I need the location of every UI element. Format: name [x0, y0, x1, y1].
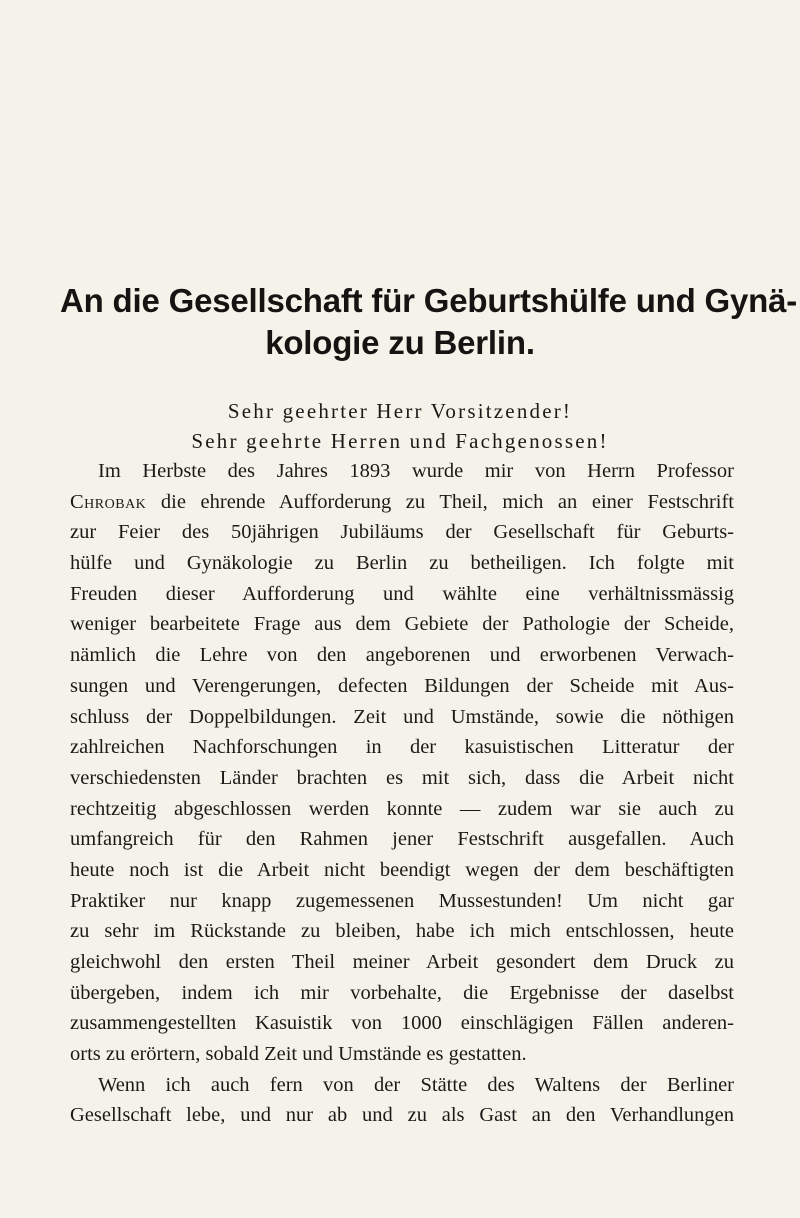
text-line: übergeben, indem ich mir vorbehalte, die Ergebnisse der daselbst: [70, 981, 734, 1004]
text-line: nämlich die Lehre von den angeborenen und erworbenen Verwach-: [70, 644, 734, 667]
text-line: Praktiker nur knapp zugemessenen Mussestunden! Um nicht gar: [70, 889, 734, 912]
text-line: weniger bearbeitete Frage aus dem Gebiete der Pathologie der Scheide,: [70, 613, 734, 636]
text-line: zusammengestellten Kasuistik von 1000 einschlägigen Fällen anderen-: [70, 1012, 734, 1035]
text-line: sungen und Verengerungen, defecten Bildungen der Scheide mit Aus-: [70, 674, 734, 697]
text-line: Im Herbste des Jahres 1893 wurde mir von Herrn Professor: [98, 460, 734, 482]
text-line: Gesellschaft lebe, und nur ab und zu als Gast an den Verhandlungen: [70, 1104, 734, 1127]
text-line: rechtzeitig abgeschlossen werden konnte — zudem war sie auch zu: [70, 797, 734, 820]
text-line: schluss der Doppelbildungen. Zeit und Umstände, sowie die nöthigen: [70, 705, 734, 728]
salutation-line-2: Sehr geehrte Herren und Fachgenossen!: [191, 429, 609, 453]
salutation: [80, 396, 720, 456]
salutation-line-1: Sehr geehrter Herr Vorsitzender!: [227, 399, 573, 423]
text-line: Freuden dieser Aufforderung und wählte eine verhältnissmässig: [70, 582, 734, 605]
text-line: hülfe und Gynäkologie zu Berlin zu betheiligen. Ich folgte mit: [70, 552, 734, 575]
title-line-1: An die Gesellschaft für Geburtshülfe und Gynä-: [60, 282, 798, 319]
text-line: zur Feier des 50jährigen Jubiläums der Gesellschaft für Geburts-: [70, 521, 734, 544]
text-line: [70, 487, 734, 518]
text-line: orts zu erörtern, sobald Zeit und Umstände es gestatten.: [70, 1043, 527, 1066]
text-line: heute noch ist die Arbeit nicht beendigt wegen der dem beschäftigten: [70, 858, 734, 881]
text-line: zahlreichen Nachforschungen in der kasuistischen Litteratur der: [70, 736, 734, 759]
text-line: verschiedensten Länder brachten es mit sich, dass die Arbeit nicht: [70, 766, 734, 789]
body-text: [70, 456, 734, 1131]
title-line-2: kologie zu Berlin.: [265, 324, 535, 361]
author-name: Chrobak: [70, 490, 147, 513]
text-line: zu sehr im Rückstande zu bleiben, habe ich mich entschlossen, heute: [70, 920, 734, 943]
text-line: Wenn ich auch fern von der Stätte des Waltens der Berliner: [98, 1073, 734, 1096]
text-fragment: die ehrende Aufforderung zu Theil, mich an einer Festschrift: [146, 490, 734, 513]
text-line: gleichwohl den ersten Theil meiner Arbeit gesondert dem Druck zu: [70, 951, 734, 973]
page-title: [60, 280, 798, 364]
text-line: umfangreich für den Rahmen jener Festschrift ausgefallen. Auch: [70, 828, 734, 851]
